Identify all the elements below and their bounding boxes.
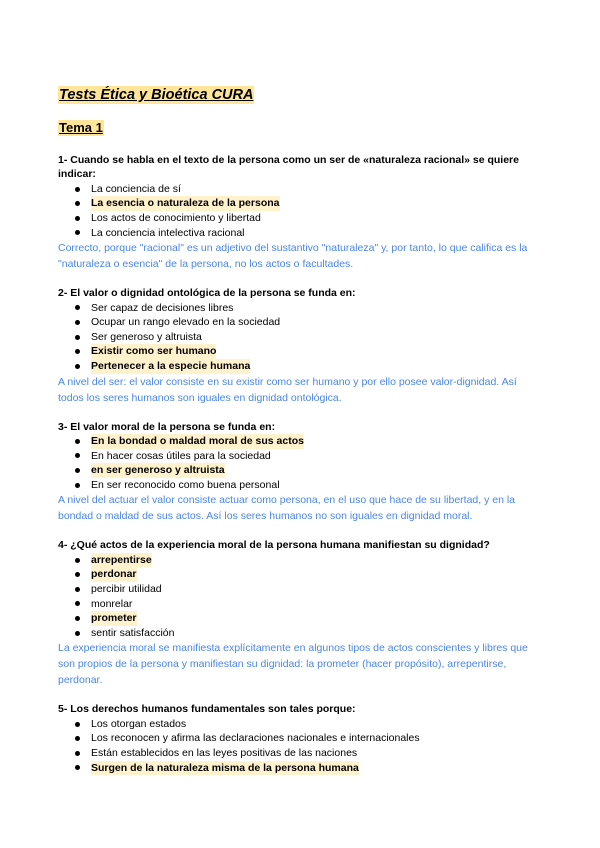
- bullet-icon: [75, 305, 80, 310]
- option-item-correct: [75, 344, 543, 359]
- document-title: Tests Ética y Bioética CURA: [59, 87, 254, 103]
- option-item-correct: [75, 553, 543, 568]
- option-label: Los actos de conocimiento y libertad: [91, 212, 261, 224]
- option-label: Existir como ser humano: [91, 345, 217, 358]
- option-item: [75, 449, 543, 464]
- option-item: [75, 731, 543, 746]
- answer-explanation: A nivel del actuar el valor consiste actuar como persona, en el uso que hace de su libertad, y en la bondad o maldad de sus actos. Así los seres humanos no son iguales en dignidad moral.: [58, 494, 516, 523]
- option-list: [58, 553, 543, 641]
- question-text: 2- El valor o dignidad ontológica de la persona se funda en:: [58, 287, 356, 300]
- option-label: Ser generoso y altruista: [91, 330, 202, 343]
- question-text: 1- Cuando se habla en el texto de la persona como un ser de «naturaleza racional» se quiere indicar:: [58, 154, 519, 181]
- option-label: en ser generoso y altruista: [91, 464, 225, 477]
- bullet-icon: [75, 453, 80, 458]
- bullet-icon: [75, 722, 80, 727]
- option-list: [58, 434, 543, 492]
- option-label: La esencia o naturaleza de la persona: [91, 197, 280, 210]
- option-label: Ser capaz de decisiones libres: [91, 301, 234, 314]
- option-label: Los reconocen y afirma las declaraciones nacionales e internacionales: [91, 732, 420, 745]
- bullet-icon: [75, 483, 80, 488]
- bullet-icon: [75, 631, 80, 636]
- option-label: Ocupar un rango elevado en la sociedad: [91, 316, 281, 329]
- option-list: [58, 182, 543, 240]
- bullet-icon: [75, 216, 80, 221]
- option-label: Surgen de la naturaleza misma de la persona humana: [91, 761, 359, 774]
- bullet-icon: [75, 335, 80, 340]
- bullet-icon: [75, 601, 80, 606]
- option-label: perdonar: [91, 568, 137, 581]
- question-text: 5- Los derechos humanos fundamentales son tales porque:: [58, 703, 356, 716]
- option-item: [75, 626, 543, 641]
- bullet-icon: [75, 468, 80, 473]
- question-list: [58, 153, 543, 775]
- bullet-icon: [75, 736, 80, 741]
- question-block: [58, 702, 543, 775]
- option-label: En hacer cosas útiles para la sociedad: [91, 449, 271, 462]
- question-block: [58, 153, 543, 272]
- bullet-icon: [75, 320, 80, 325]
- bullet-icon: [75, 587, 80, 592]
- option-list: [58, 301, 543, 374]
- question-block: [58, 538, 543, 688]
- option-label: percibir utilidad: [91, 582, 162, 595]
- option-item: [75, 478, 543, 493]
- bullet-icon: [75, 751, 80, 756]
- option-item: [75, 746, 543, 761]
- bullet-icon: [75, 349, 80, 354]
- option-item: [75, 211, 543, 226]
- bullet-icon: [75, 439, 80, 444]
- bullet-icon: [75, 558, 80, 563]
- option-item: [75, 182, 543, 197]
- option-item: [75, 597, 543, 612]
- option-label: La conciencia de sí: [91, 182, 181, 195]
- option-item: [75, 330, 543, 345]
- option-item: [75, 315, 543, 330]
- question-block: [58, 286, 543, 405]
- option-item: [75, 717, 543, 732]
- option-label: Pertenecer a la especie humana: [91, 359, 251, 372]
- answer-explanation: La experiencia moral se manifiesta explícitamente en algunos tipos de actos conscientes y libres que son propios de la persona y manifiestan su dignidad: la prometer (hacer propósito), arrepentirse, perdonar.: [58, 642, 528, 687]
- bullet-icon: [75, 364, 80, 369]
- option-item-correct: [75, 434, 543, 449]
- bullet-icon: [75, 765, 80, 770]
- bullet-icon: [75, 230, 80, 235]
- option-item-correct: [75, 463, 543, 478]
- option-item: [75, 582, 543, 597]
- option-label: monrelar: [91, 597, 133, 610]
- option-label: prometer: [91, 612, 137, 625]
- option-label: En la bondad o maldad moral de sus actos: [91, 434, 304, 447]
- answer-explanation: Correcto, porque "racional" es un adjetivo del sustantivo "naturaleza" y, por tanto, lo que califica es la "naturaleza o esencia" de la persona, no los actos o facultades.: [58, 242, 528, 271]
- bullet-icon: [75, 187, 80, 192]
- option-label: Están establecidos en las leyes positivas de las naciones: [91, 746, 358, 759]
- option-label: Los otorgan estados: [91, 717, 187, 730]
- option-item-correct: [75, 196, 543, 211]
- option-label: La conciencia intelectiva racional: [91, 226, 245, 239]
- option-label: arrepentirse: [91, 553, 152, 566]
- question-block: [58, 420, 543, 525]
- option-list: [58, 717, 543, 775]
- option-item-correct: [75, 761, 543, 776]
- bullet-icon: [75, 572, 80, 577]
- bullet-icon: [75, 616, 80, 621]
- option-item: [75, 226, 543, 241]
- question-text: 4- ¿Qué actos de la experiencia moral de la persona humana manifiestan su dignidad?: [58, 539, 490, 552]
- option-item-correct: [75, 611, 543, 626]
- option-label: sentir satisfacción: [91, 626, 175, 639]
- section-title: Tema 1: [59, 120, 103, 135]
- answer-explanation: A nivel del ser: el valor consiste en su existir como ser humano y por ello posee valor-dignidad. Así todos los seres humanos son iguales en dignidad ontológica.: [58, 375, 517, 404]
- option-label: En ser reconocido como buena personal: [91, 478, 280, 491]
- option-item-correct: [75, 359, 543, 374]
- question-text: 3- El valor moral de la persona se funda en:: [58, 420, 276, 433]
- bullet-icon: [75, 201, 80, 206]
- option-item: [75, 301, 543, 316]
- option-item-correct: [75, 567, 543, 582]
